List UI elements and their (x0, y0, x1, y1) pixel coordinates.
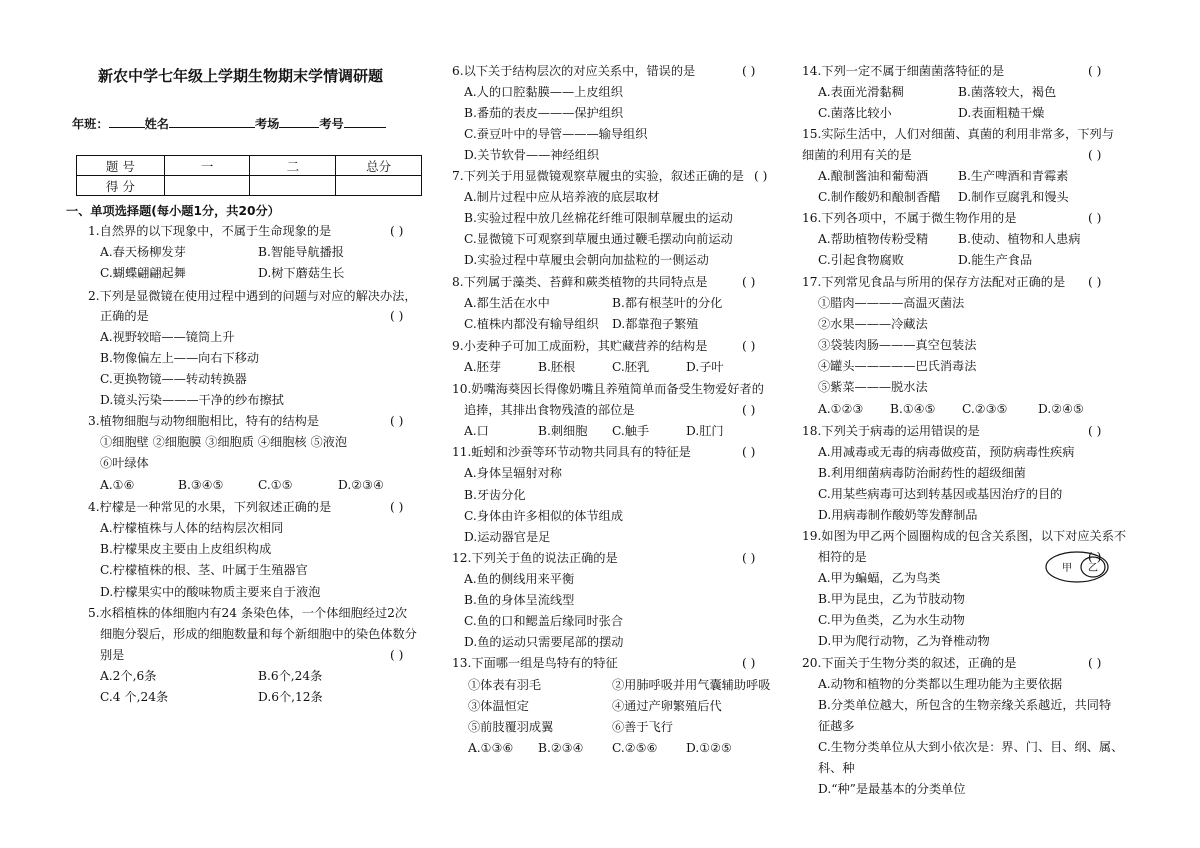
question-13: 13.下面哪一组是鸟特有的特征 (452, 656, 618, 670)
answer-paren[interactable]: ( ) (754, 169, 768, 183)
option: D.都靠孢子繁殖 (612, 317, 699, 331)
question-10: 10.奶嘴海葵因长得像奶嘴且养殖简单而备受生物爱好者的 (452, 382, 764, 396)
option: C.更换物镜——转动转换器 (100, 372, 247, 386)
option: B.②③④ (538, 741, 584, 755)
question-11: 11.蚯蚓和沙蚕等环节动物共同具有的特征是 (452, 445, 691, 459)
table-cell: 得 分 (77, 176, 165, 196)
section-header: 一、单项选择题(每小题1分，共20分） (66, 204, 280, 218)
answer-paren[interactable]: ( ) (742, 403, 756, 417)
option: C.植株内都没有输导组织 (464, 317, 599, 331)
question-2: 2.下列是显微镜在使用过程中遇到的问题与对应的解决办法， (88, 289, 417, 303)
question-text: 追捧，其排出食物残渣的部位是 (464, 403, 635, 417)
option: B.实验过程中放几丝棉花纤维可限制草履虫的运动 (464, 211, 733, 225)
option: 科、种 (818, 761, 855, 775)
answer-paren[interactable]: ( ) (1088, 64, 1102, 78)
answer-paren[interactable]: ( ) (390, 500, 404, 514)
statement: ②水果———冷藏法 (818, 317, 928, 331)
option: C.②⑤⑥ (612, 741, 658, 755)
option: D.肛门 (686, 424, 724, 438)
answer-paren[interactable]: ( ) (1088, 656, 1102, 670)
option: C.生物分类单位从大到小依次是：界、门、目、纲、属、 (818, 740, 1124, 754)
option: B.利用细菌病毒防治耐药性的超级细菌 (818, 466, 1026, 480)
answer-paren[interactable]: ( ) (390, 414, 404, 428)
venn-outer-circle (1046, 552, 1108, 582)
option: D.甲为爬行动物，乙为脊椎动物 (818, 634, 990, 648)
option: D.能生产食品 (958, 253, 1033, 267)
option: D.鱼的运动只需要尾部的摆动 (464, 635, 624, 649)
option: A.胚芽 (464, 360, 502, 374)
option: B.智能导航播报 (258, 245, 344, 259)
question-text: 相符的是 (818, 550, 867, 564)
question-15: 15.实际生活中，人们对细菌、真菌的利用非常多，下列与 (802, 127, 1114, 141)
statement: ④通过产卵繁殖后代 (612, 699, 722, 713)
answer-paren[interactable]: ( ) (742, 551, 756, 565)
number-blank[interactable] (344, 115, 386, 128)
option: B.柠檬果皮主要由上皮组织构成 (100, 542, 272, 556)
question-20: 20.下面关于生物分类的叙述，正确的是 (802, 656, 1017, 670)
option: D.②④⑤ (1038, 402, 1084, 416)
question-5: 5.水稻植株的体细胞内有24 条染色体，一个体细胞经过2次 (88, 606, 408, 620)
answer-paren[interactable]: ( ) (1088, 550, 1102, 564)
option: A.制片过程中应从培养液的底层取材 (464, 190, 660, 204)
option: B.菌落较大，褐色 (958, 85, 1057, 99)
option: B.物像偏左上——向右下移动 (100, 351, 260, 365)
question-19: 19.如图为甲乙两个圆圈构成的包含关系图，以下对应关系不 (802, 529, 1127, 543)
question-12: 12.下列关于鱼的说法正确的是 (452, 551, 618, 565)
option: C.4 个,24条 (100, 690, 169, 704)
name-label: 姓名 (144, 117, 169, 131)
option: B.甲为昆虫，乙为节肢动物 (818, 592, 965, 606)
venn-diagram (1044, 550, 1110, 584)
room-blank[interactable] (279, 115, 319, 128)
question-9: 9.小麦种子可加工成面粉，其贮藏营养的结构是 (452, 339, 708, 353)
option: D.②③④ (338, 478, 384, 492)
option: C.触手 (612, 424, 650, 438)
answer-paren[interactable]: ( ) (742, 275, 756, 289)
statement: ③体温恒定 (468, 699, 529, 713)
option: A.身体呈辐射对称 (464, 466, 562, 480)
question-17: 17.下列常见食品与所用的保存方法配对正确的是 (802, 275, 1066, 289)
option: A.春天杨柳发芽 (100, 245, 186, 259)
table-cell: 一 (164, 156, 250, 176)
question-text: ①细胞壁 ②细胞膜 ③细胞质 ④细胞核 ⑤液泡 (100, 435, 348, 449)
option: A.视野较暗——镜筒上升 (100, 330, 235, 344)
option: A.口 (464, 424, 489, 438)
option: A.酿制酱油和葡萄酒 (818, 169, 929, 183)
name-blank[interactable] (169, 115, 255, 128)
option: A.都生活在水中 (464, 296, 550, 310)
option: B.胚根 (538, 360, 576, 374)
answer-paren[interactable]: ( ) (1088, 148, 1102, 162)
option: D.柠檬果实中的酸味物质主要来自于液泡 (100, 585, 321, 599)
answer-paren[interactable]: ( ) (742, 64, 756, 78)
option: B.①④⑤ (890, 402, 936, 416)
score-input-cell[interactable] (164, 176, 250, 196)
option: A.柠檬植株与人体的结构层次相同 (100, 521, 284, 535)
option: C.用某些病毒可达到转基因或基因治疗的目的 (818, 487, 1063, 501)
statement: ⑤前肢覆羽成翼 (468, 720, 554, 734)
option: B.6个,24条 (258, 669, 323, 683)
option: D.制作豆腐乳和馒头 (958, 190, 1069, 204)
option: C.甲为鱼类，乙为水生动物 (818, 613, 965, 627)
option: B.鱼的身体呈流线型 (464, 593, 575, 607)
score-input-cell[interactable] (250, 176, 336, 196)
option: B.生产啤酒和青霉素 (958, 169, 1069, 183)
option: D.子叶 (686, 360, 724, 374)
option: D.6个,12条 (258, 690, 323, 704)
option: D.镜头污染———干净的纱布擦拭 (100, 393, 284, 407)
venn-outer-label: 甲 (1062, 563, 1072, 574)
venn-inner-label: 乙 (1088, 563, 1098, 574)
table-cell: 二 (250, 156, 336, 176)
option: D.①②⑤ (686, 741, 732, 755)
option: D.运动器官是足 (464, 530, 551, 544)
answer-paren[interactable]: ( ) (742, 445, 756, 459)
score-table-row (77, 176, 422, 196)
question-text: 正确的是 (100, 309, 149, 323)
score-input-cell[interactable] (336, 176, 422, 196)
answer-paren[interactable]: ( ) (390, 648, 404, 662)
statement: ④罐头—————巴氏消毒法 (818, 359, 977, 373)
option: C.②③⑤ (962, 402, 1008, 416)
option: B.使动、植物和人患病 (958, 232, 1081, 246)
question-text: ⑥叶绿体 (100, 456, 149, 470)
option: C.身体由许多相似的体节组成 (464, 509, 624, 523)
option: B.番茄的表皮———保护组织 (464, 106, 624, 120)
option: B.③④⑤ (178, 478, 224, 492)
option: A.甲为蝙蝠，乙为鸟类 (818, 571, 941, 585)
question-18: 18.下列关于病毒的运用错误的是 (802, 424, 980, 438)
answer-paren[interactable]: ( ) (1088, 424, 1102, 438)
table-cell: 题 号 (77, 156, 165, 176)
statement: ⑤紫菜———脱水法 (818, 380, 928, 394)
answer-paren[interactable]: ( ) (742, 339, 756, 353)
question-16: 16.下列各项中，不属于微生物作用的是 (802, 211, 1017, 225)
score-table (76, 155, 422, 196)
answer-paren[interactable]: ( ) (1088, 211, 1102, 225)
option: B.刺细胞 (538, 424, 588, 438)
option: B.都有根茎叶的分化 (612, 296, 723, 310)
option: A.动物和植物的分类都以生理功能为主要依据 (818, 677, 1063, 691)
question-8: 8.下列属于藻类、苔藓和蕨类植物的共同特点是 (452, 275, 708, 289)
answer-paren[interactable]: ( ) (1088, 275, 1102, 289)
option: D.树下蘑菇生长 (258, 266, 345, 280)
statement: ①腊肉————高温灭菌法 (818, 296, 965, 310)
score-table-row (77, 156, 422, 176)
answer-paren[interactable]: ( ) (390, 309, 404, 323)
statement: ③袋装肉肠———真空包装法 (818, 338, 977, 352)
statement: ①体表有羽毛 (468, 678, 542, 692)
option: C.菌落比较小 (818, 106, 892, 120)
option: A.表面光滑黏稠 (818, 85, 904, 99)
option: A.①②③ (818, 402, 864, 416)
option: D.“种”是最基本的分类单位 (818, 782, 966, 796)
statement: ②用肺呼吸并用气囊辅助呼吸 (612, 678, 771, 692)
option: D.表面粗糙干燥 (958, 106, 1045, 120)
statement: ⑥善于飞行 (612, 720, 673, 734)
class-label: 年班： (72, 117, 109, 131)
question-text: 别是 (100, 648, 125, 662)
option: C.柠檬植株的根、茎、叶属于生殖器官 (100, 563, 308, 577)
option: A.①⑥ (100, 478, 135, 492)
student-info (72, 115, 386, 131)
question-3: 3.植物细胞与动物细胞相比，特有的结构是 (88, 414, 320, 428)
number-label: 考号 (319, 117, 344, 131)
option: A.①③⑥ (468, 741, 514, 755)
question-text: 细菌的利用有关的是 (802, 148, 912, 162)
answer-paren[interactable]: ( ) (742, 656, 756, 670)
option: B.牙齿分化 (464, 488, 526, 502)
option: C.①⑤ (258, 478, 293, 492)
option: A.人的口腔黏膜——上皮组织 (464, 85, 623, 99)
option: B.分类单位越大，所包含的生物亲缘关系越近，共同特 (818, 698, 1112, 712)
option: A.2个,6条 (100, 669, 157, 683)
question-1: 1.自然界的以下现象中，不属于生命现象的是 (88, 224, 332, 238)
option: A.鱼的侧线用来平衡 (464, 572, 575, 586)
option: D.实验过程中草履虫会朝向加盐粒的一侧运动 (464, 253, 709, 267)
option: C.蝴蝶翩翩起舞 (100, 266, 186, 280)
option: C.蚕豆叶中的导管———输导组织 (464, 127, 648, 141)
option: D.关节软骨——神经组织 (464, 148, 600, 162)
table-cell: 总分 (336, 156, 422, 176)
question-text: 细胞分裂后，形成的细胞数量和每个新细胞中的染色体数分 (100, 627, 417, 641)
option: C.引起食物腐败 (818, 253, 904, 267)
answer-paren[interactable]: ( ) (390, 224, 404, 238)
option: D.用病毒制作酸奶等发酵制品 (818, 508, 978, 522)
class-blank[interactable] (109, 115, 145, 128)
option: C.鱼的口和鳃盖后缘同时张合 (464, 614, 624, 628)
question-7: 7.下列关于用显微镜观察草履虫的实验，叙述正确的是 (452, 169, 744, 183)
page-title: 新农中学七年级上学期生物期末学情调研题 (98, 67, 384, 85)
option: A.用减毒或无毒的病毒做疫苗，预防病毒性疾病 (818, 445, 1075, 459)
option: C.制作酸奶和酿制香醋 (818, 190, 941, 204)
room-label: 考场 (254, 117, 280, 131)
question-6: 6.以下关于结构层次的对应关系中，错误的是 (452, 64, 696, 78)
option: 征越多 (818, 719, 855, 733)
option: C.胚乳 (612, 360, 650, 374)
question-4: 4.柠檬是一种常见的水果，下列叙述正确的是 (88, 500, 332, 514)
option: C.显微镜下可观察到草履虫通过鞭毛摆动向前运动 (464, 232, 733, 246)
option: A.帮助植物传粉受精 (818, 232, 929, 246)
question-14: 14.下列一定不属于细菌菌落特征的是 (802, 64, 1005, 78)
